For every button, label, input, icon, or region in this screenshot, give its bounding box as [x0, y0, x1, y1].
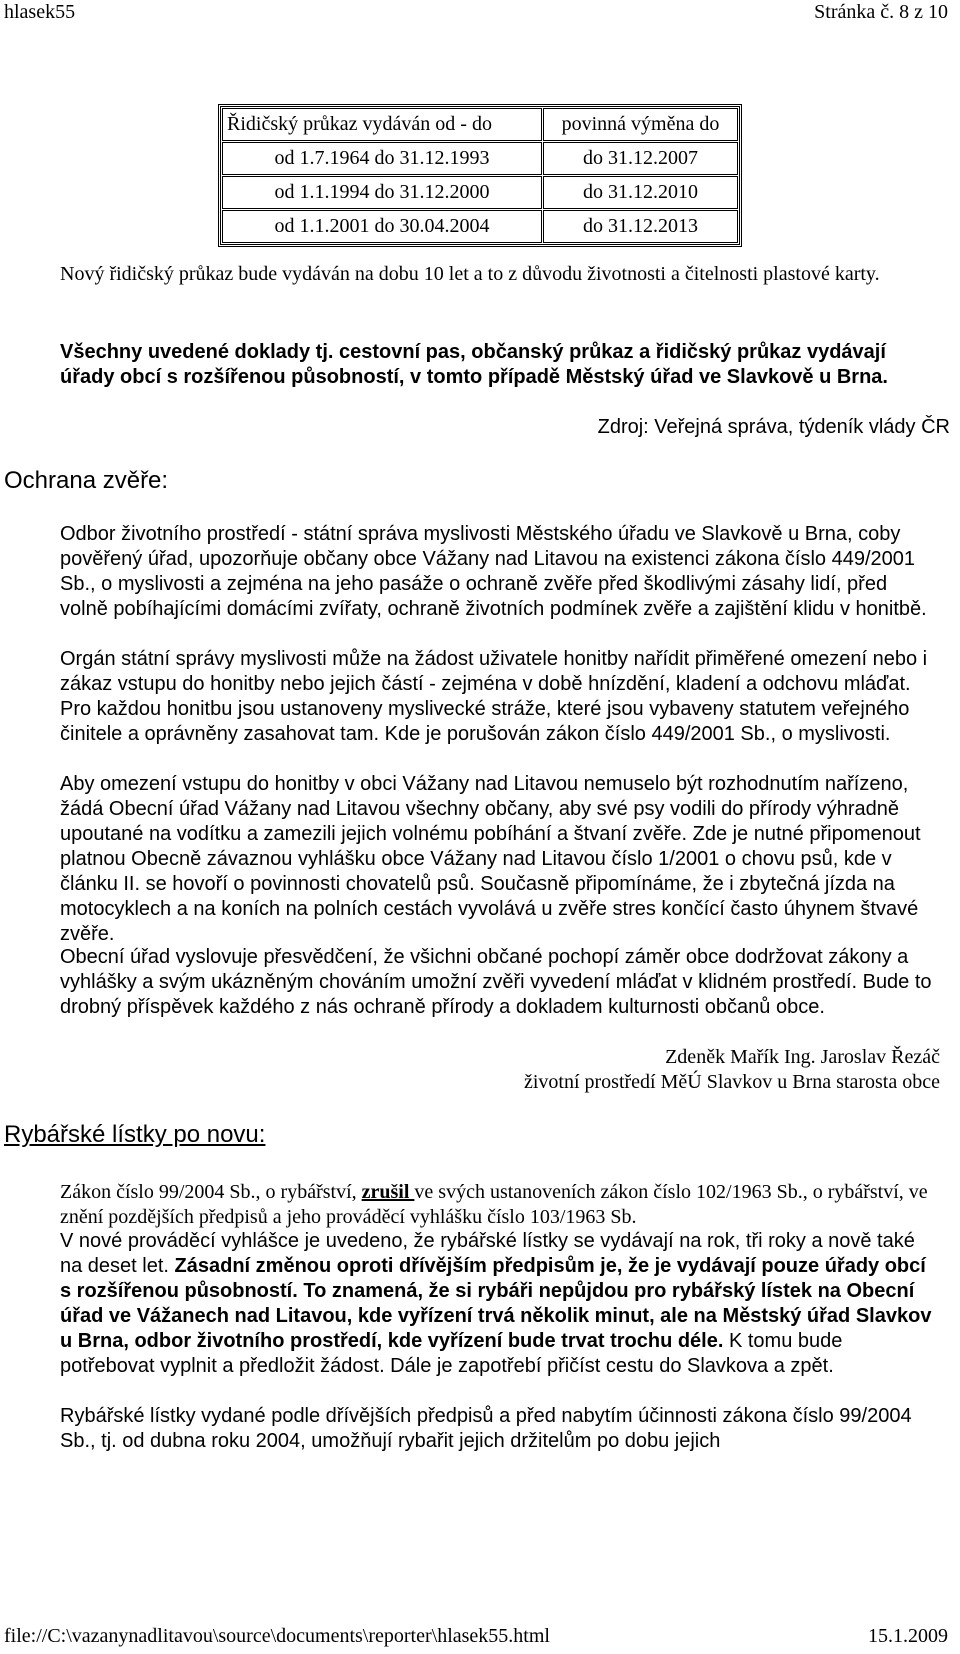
- table-row: [222, 210, 738, 243]
- key-change-text: Zásadní změnou oproti dřívějším předpisům je, že je vydávají pouze úřady obcí s rozšířenou působností. To znamená, že si rybáři nepůjdou pro rybářský lístek na Obecní úřad ve Vážanech nad Litavou, kde vyřízení trvá několik minut, ale na Městský úřad Slavkov u Brna, odbor životního prostředí, kde vyřízení bude trvat trochu déle.: [60, 1255, 932, 1352]
- documents-paragraph: Všechny uvedené doklady tj. cestovní pas, občanský průkaz a řidičský průkaz vydávají úřady obcí s rozšířenou působností, v tomto případě Městský úřad ve Slavkově u Brna.: [60, 341, 888, 388]
- ochrana-paragraph-3: Aby omezení vstupu do honitby v obci Vážany nad Litavou nemuselo být rozhodnutím nařízeno, žádá Obecní úřad Vážany nad Litavou všechny občany, aby své psy vodili do přírody výhradně upoutané na vodítku a zamezili jejich volnému pobíhání a štvaní zvěře. Zde je nutné připomenout platnou Obecně závaznou vyhlášku obce Vážany nad Litavou číslo 1/2001 o chovu psů, kde v článku II. se hovoří o povinnosti chovatelů psů. Současně připomínáme, že i zbytečná jízda na motocyklech a na koních na polních cestách vyvolává u zvěře stres končící často úhynem štvavé zvěře.: [60, 773, 921, 945]
- repealed-word: zrušil: [361, 1181, 415, 1203]
- rybarske-paragraph-2: [60, 1229, 940, 1379]
- table-header-exchange: povinná výměna do: [543, 108, 738, 141]
- page-number: Stránka č. 8 z 10: [814, 1, 948, 23]
- file-path: file://C:\vazanynadlitavou\source\documents\reporter\hlasek55.html: [4, 1625, 550, 1647]
- ochrana-paragraph-4: Obecní úřad vyslovuje přesvědčení, že všichni občané pochopí záměr obce dodržovat zákony a vyhlášky a svým ukázněným chováním umožní zvěři vyvedení mláďat v klidném prostředí. Bude to drobný příspěvek každého z nás ochraně přírody a dokladem kulturnosti občanů obce.: [60, 946, 932, 1018]
- section-title-ochrana: Ochrana zvěře:: [4, 467, 169, 494]
- rybarske-paragraph-1: [60, 1180, 940, 1230]
- law-text-end: ve svých ustanoveních zákon číslo 102/1963 Sb., o rybářství, ve znění pozdějších předpisů a jeho prováděcí vyhlášku číslo 103/1963 Sb.: [60, 1181, 928, 1228]
- signature-line-names: Zdeněk Mařík Ing. Jaroslav Řezáč: [665, 1046, 940, 1068]
- table-cell-exchange: do 31.12.2013: [543, 210, 738, 243]
- application-text: K tomu bude potřebovat vyplnit a předložit žádost. Dále je zapotřebí přičíst cestu do Slavkova a zpět.: [60, 1330, 843, 1377]
- print-date: 15.1.2009: [868, 1625, 948, 1647]
- new-license-paragraph: Nový řidičský průkaz bude vydáván na dobu 10 let a to z důvodu životnosti a čitelnosti plastové karty.: [60, 263, 880, 285]
- table-cell-exchange: do 31.12.2010: [543, 176, 738, 209]
- section-title-rybarske: Rybářské lístky po novu:: [4, 1121, 266, 1148]
- source-note: Zdroj: Veřejná správa, týdeník vlády ČR: [597, 416, 950, 438]
- table-row: [222, 142, 738, 175]
- table-row: [222, 176, 738, 209]
- table-cell-issued: od 1.7.1964 do 31.12.1993: [222, 142, 542, 175]
- law-text-start: Zákon číslo 99/2004 Sb., o rybářství,: [60, 1181, 362, 1203]
- ochrana-paragraph-1: Odbor životního prostředí - státní správa myslivosti Městského úřadu ve Slavkově u Brna, coby pověřený úřad, upozorňuje občany obce Vážany nad Litavou na existenci zákona číslo 449/2001 Sb., o myslivosti a zejména na jeho pasáže o ochraně zvěře před škodlivými zásahy lidí, před volně pobíhajícími domácími zvířaty, ochraně životních podmínek zvěře a zajištění klidu v honitbě.: [60, 523, 927, 620]
- page-header-title: hlasek55: [4, 1, 76, 23]
- rybarske-paragraph-3: Rybářské lístky vydané podle dřívějších předpisů a před nabytím účinnosti zákona číslo 99/2004 Sb., tj. od dubna roku 2004, umožňují rybařit jejich držitelům po dobu jejich: [60, 1405, 912, 1452]
- license-exchange-table: [218, 104, 742, 247]
- table-header-row: [222, 108, 738, 141]
- table-cell-issued: od 1.1.1994 do 31.12.2000: [222, 176, 542, 209]
- signature-line-roles: životní prostředí MěÚ Slavkov u Brna starosta obce: [523, 1071, 940, 1093]
- table-header-issued: Řidičský průkaz vydáván od - do: [222, 108, 542, 141]
- table-cell-exchange: do 31.12.2007: [543, 142, 738, 175]
- ochrana-paragraph-2: Orgán státní správy myslivosti může na žádost uživatele honitby nařídit přiměřené omezení nebo i zákaz vstupu do honitby nebo jejich částí - zejména v době hnízdění, kladení a odchovu mláďat. Pro každou honitbu jsou ustanoveny myslivecké stráže, které jsou vybaveny statutem veřejného činitele a oprávněny zasahovat tam. Kde je porušován zákon číslo 449/2001 Sb., o myslivosti.: [60, 648, 928, 745]
- decree-text: V nové prováděcí vyhlášce je uvedeno, že rybářské lístky se vydávají na rok, tři roky a nově také na deset let.: [60, 1230, 915, 1277]
- table-cell-issued: od 1.1.2001 do 30.04.2004: [222, 210, 542, 243]
- signature-block: [524, 1045, 940, 1095]
